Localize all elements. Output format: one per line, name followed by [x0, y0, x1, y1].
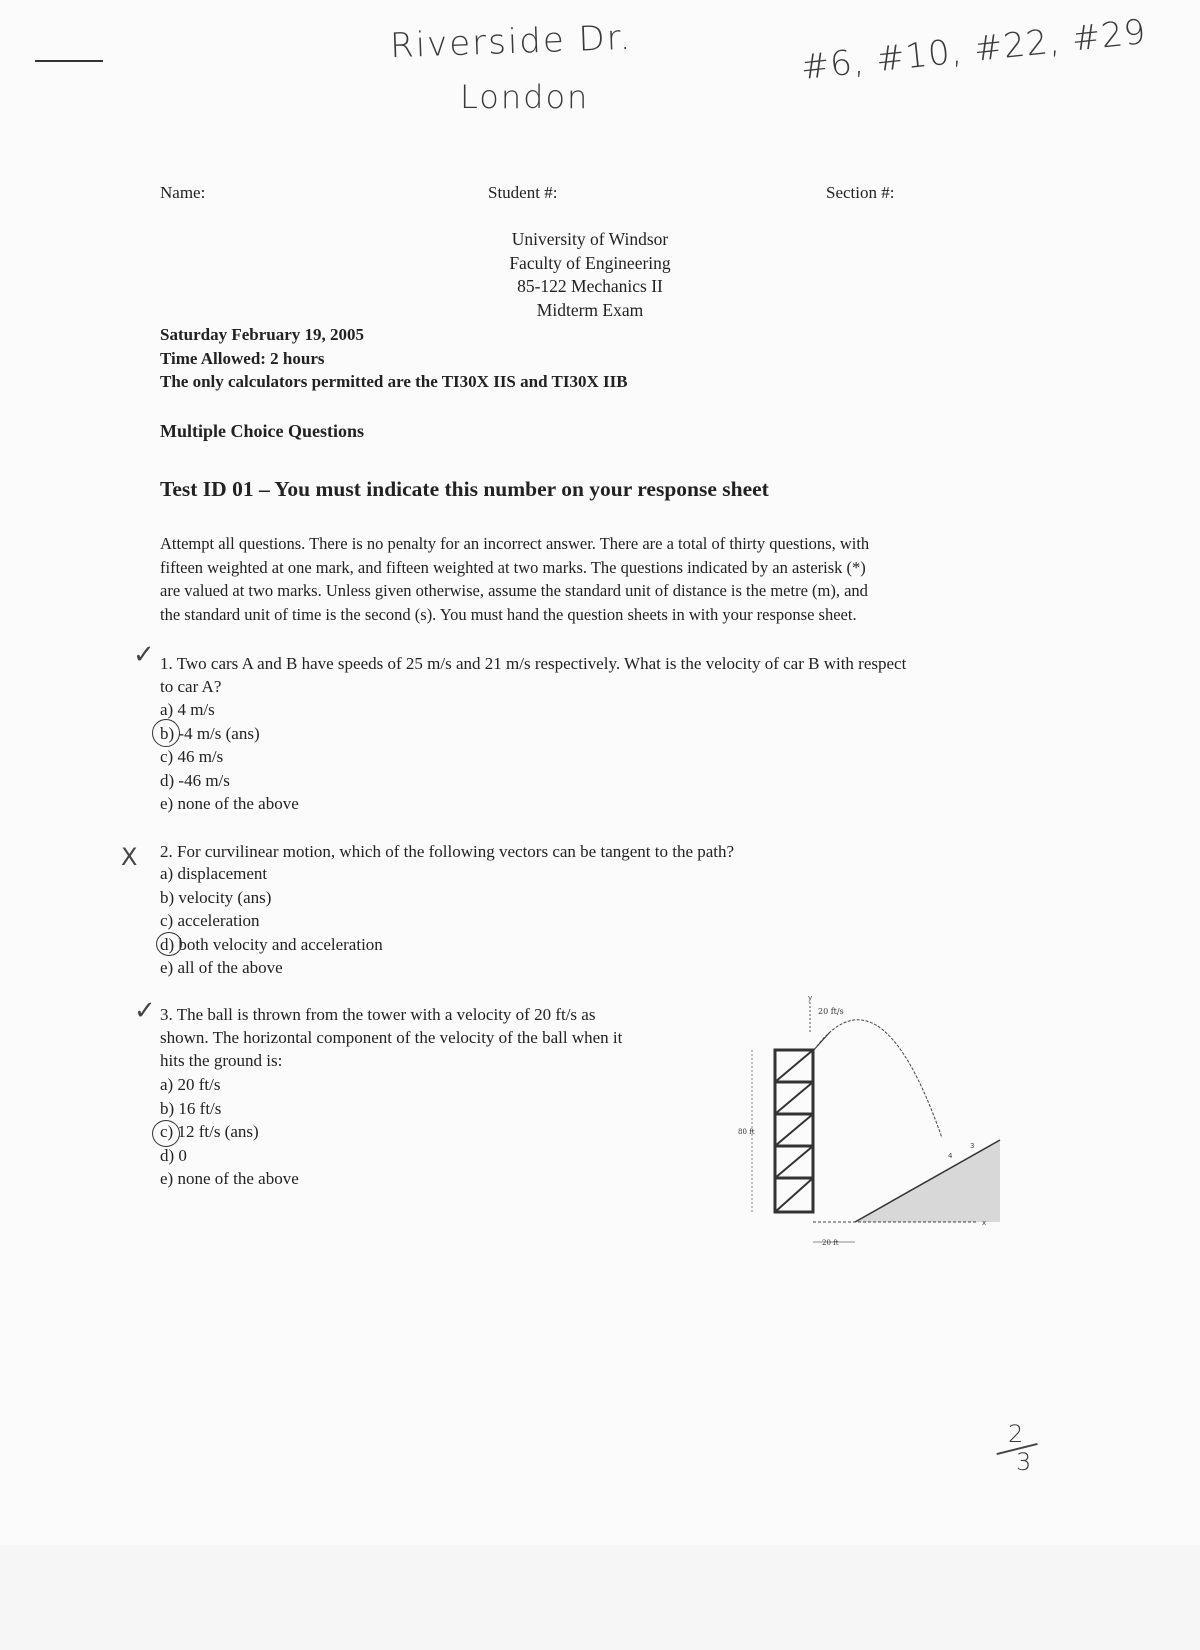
question-1	[160, 652, 1060, 698]
section-title: Multiple Choice Questions	[160, 421, 365, 441]
university-name: University of Windsor	[511, 229, 669, 249]
scan-edge	[0, 1545, 1200, 1650]
option-d: d) both velocity and acceleration	[160, 934, 383, 954]
question-2	[160, 840, 1060, 863]
option-c: c) 12 ft/s (ans)	[160, 1122, 259, 1141]
option-c: c) acceleration	[160, 911, 260, 930]
checkmark-icon: ✓	[134, 996, 156, 1026]
y-axis-label: y	[808, 994, 813, 1002]
height-label: 80 ft	[738, 1128, 755, 1136]
checkmark-icon: ✓	[133, 640, 155, 670]
handwritten-address-line2: London	[460, 78, 590, 116]
option-b: b) -4 m/s (ans)	[160, 723, 260, 743]
instruction-line: fifteen weighted at one mark, and fifteen weighted at two marks. The questions indicated by an asterisk (*)	[160, 557, 866, 577]
question-2-options	[160, 862, 383, 980]
x-axis-label: x	[982, 1219, 987, 1227]
course-name: 85-122 Mechanics II	[517, 276, 663, 296]
question-3	[160, 1003, 720, 1072]
option-d: d) -46 m/s	[160, 770, 230, 790]
option-d: d) 0	[160, 1145, 187, 1165]
question-text-line: to car A?	[160, 677, 222, 696]
answer-circle	[152, 719, 180, 747]
handwritten-address-line1: Riverside Dr.	[389, 17, 634, 67]
velocity-label: 20 ft/s	[818, 1007, 844, 1016]
instructions	[160, 532, 1060, 626]
option-e: e) all of the above	[160, 958, 283, 977]
exam-date: Saturday February 19, 2005	[160, 325, 364, 344]
calculator-note: The only calculators permitted are the TI30X IIS and TI30X IIB	[160, 372, 628, 391]
exam-details	[160, 323, 628, 394]
option-a: a) 20 ft/s	[160, 1075, 221, 1094]
question-text-line: 3. The ball is thrown from the tower with a velocity of 20 ft/s as	[160, 1005, 596, 1024]
question-text-line: hits the ground is:	[160, 1051, 283, 1070]
question-text-line: 1. Two cars A and B have speeds of 25 m/s and 21 m/s respectively. What is the velocity of car B with respect	[160, 654, 907, 673]
option-e: e) none of the above	[160, 794, 299, 813]
option-e: e) none of the above	[160, 1169, 299, 1188]
option-b: b) 16 ft/s	[160, 1098, 222, 1118]
section-number-label: Section #:	[826, 183, 895, 202]
page-fraction-denominator: 3	[1016, 1448, 1032, 1476]
option-c: c) 46 m/s	[160, 747, 224, 766]
projectile-figure	[730, 990, 1030, 1260]
instruction-line: are valued at two marks. Unless given otherwise, assume the standard unit of distance is the metre (m), and	[160, 581, 868, 600]
answer-circle	[156, 932, 182, 956]
page-fraction-numerator: 2	[1008, 1420, 1024, 1448]
slope-label: 3	[970, 1142, 975, 1150]
test-id-heading: Test ID 01 – You must indicate this number on your response sheet	[160, 477, 769, 501]
instruction-line: the standard unit of time is the second (s). You must hand the question sheets in with your response sheet.	[160, 604, 857, 624]
option-a: a) 4 m/s	[160, 700, 215, 719]
question-1-options	[160, 698, 299, 816]
slope-label: 4	[948, 1152, 953, 1160]
faculty-name: Faculty of Engineering	[509, 252, 671, 273]
x-mark-icon: X	[121, 843, 138, 871]
base-label: 20 ft	[822, 1239, 839, 1247]
option-a: a) displacement	[160, 864, 268, 883]
time-allowed: Time Allowed: 2 hours	[160, 348, 325, 368]
margin-dash	[35, 60, 103, 62]
question-text-line: 2. For curvilinear motion, which of the following vectors can be tangent to the path?	[160, 842, 735, 861]
student-number-label: Student #:	[488, 183, 558, 202]
question-3-options	[160, 1073, 299, 1191]
handwritten-question-refs: #6, #10, #22, #29	[798, 11, 1149, 89]
option-b: b) velocity (ans)	[160, 887, 272, 907]
answer-circle	[152, 1120, 180, 1147]
name-label: Name:	[160, 183, 206, 202]
question-text-line: shown. The horizontal component of the velocity of the ball when it	[160, 1028, 623, 1047]
trajectory-curve	[814, 1020, 942, 1138]
exam-heading	[400, 228, 780, 322]
exam-name: Midterm Exam	[536, 299, 644, 320]
instruction-line: Attempt all questions. There is no penalty for an incorrect answer. There are a total of thirty questions, with	[160, 534, 870, 553]
